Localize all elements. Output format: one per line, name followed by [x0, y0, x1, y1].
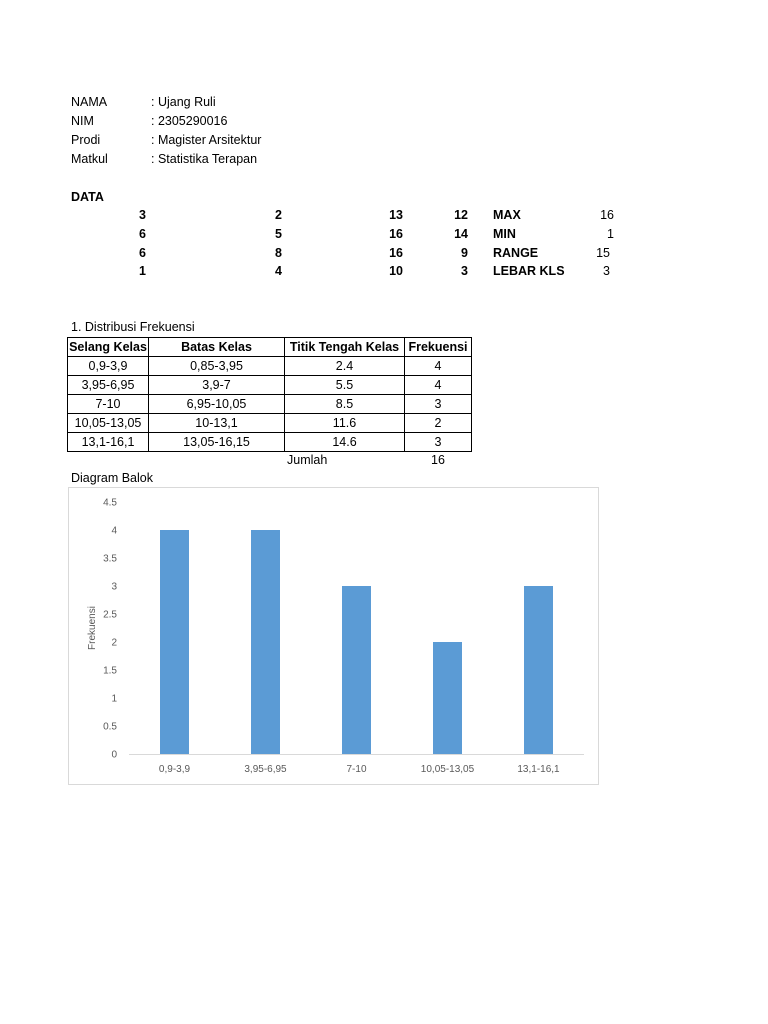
table-header-row: [68, 338, 472, 357]
table-cell: 14.6: [285, 433, 405, 452]
y-tick-label: 1: [111, 693, 117, 705]
column-header: Selang Kelas: [68, 338, 149, 357]
value-nama: : Ujang Ruli: [151, 95, 216, 109]
x-tick-label: 3,95-6,95: [244, 764, 287, 775]
stat-label-max: MAX: [493, 208, 521, 222]
table-cell: 2.4: [285, 357, 405, 376]
label-matkul: Matkul: [71, 152, 108, 166]
table-cell: 10,05-13,05: [68, 414, 149, 433]
data-cell: 6: [139, 246, 146, 260]
table-cell: 13,1-16,1: [68, 433, 149, 452]
data-cell: 12: [454, 208, 468, 222]
stat-value-min: 1: [607, 227, 614, 241]
total-value: 16: [431, 453, 445, 467]
data-cell: 9: [461, 246, 468, 260]
data-cell: 8: [275, 246, 282, 260]
y-axis-label: Frekuensi: [87, 606, 98, 650]
bar: [433, 642, 462, 754]
data-cell: 3: [139, 208, 146, 222]
y-tick-label: 3: [111, 581, 117, 593]
table-cell: 3,95-6,95: [68, 376, 149, 395]
table-cell: 11.6: [285, 414, 405, 433]
column-header: Batas Kelas: [149, 338, 285, 357]
data-cell: 3: [461, 264, 468, 278]
data-cell: 10: [389, 264, 403, 278]
x-tick-label: 10,05-13,05: [420, 764, 475, 775]
stat-value-lebar-kls: 3: [603, 264, 610, 278]
column-header: Frekuensi: [405, 338, 472, 357]
x-tick-label: 13,1-16,1: [517, 764, 560, 775]
table-row: [68, 376, 472, 395]
bar: [251, 530, 280, 754]
distribution-title: 1. Distribusi Frekuensi: [71, 320, 195, 334]
column-header: Titik Tengah Kelas: [285, 338, 405, 357]
label-nama: NAMA: [71, 95, 108, 109]
data-cell: 16: [389, 227, 403, 241]
y-tick-label: 0.5: [103, 721, 117, 733]
y-tick-label: 2: [111, 637, 117, 649]
bar: [160, 530, 189, 754]
chart-title: Diagram Balok: [71, 471, 153, 485]
table-row: [68, 357, 472, 376]
y-tick-label: 2.5: [103, 609, 117, 621]
chart-svg: [69, 488, 598, 784]
table-cell: 5.5: [285, 376, 405, 395]
data-cell: 4: [275, 264, 282, 278]
y-tick-label: 1.5: [103, 665, 117, 677]
table-cell: 4: [405, 357, 472, 376]
table-row: [68, 395, 472, 414]
data-cell: 2: [275, 208, 282, 222]
label-nim: NIM: [71, 114, 94, 128]
y-tick-label: 3.5: [103, 553, 117, 565]
total-label: Jumlah: [287, 453, 328, 467]
table-cell: 13,05-16,15: [149, 433, 285, 452]
table-row: [68, 414, 472, 433]
x-tick-label: 0,9-3,9: [158, 764, 191, 775]
data-title: DATA: [71, 190, 104, 204]
table-cell: 7-10: [68, 395, 149, 414]
value-nim: : 2305290016: [151, 114, 228, 128]
table-cell: 10-13,1: [149, 414, 285, 433]
x-tick-label: 7-10: [346, 764, 367, 775]
stat-value-max: 16: [600, 208, 614, 222]
data-cell: 5: [275, 227, 282, 241]
frequency-table: [67, 337, 472, 452]
bar: [342, 586, 371, 754]
data-cell: 6: [139, 227, 146, 241]
bar-chart: [68, 487, 599, 785]
data-cell: 1: [139, 264, 146, 278]
y-tick-label: 4.5: [103, 497, 117, 509]
stat-label-min: MIN: [493, 227, 516, 241]
table-cell: 8.5: [285, 395, 405, 414]
label-prodi: Prodi: [71, 133, 101, 147]
bar: [524, 586, 553, 754]
data-cell: 13: [389, 208, 403, 222]
stat-value-range: 15: [596, 246, 610, 260]
data-cell: 14: [454, 227, 468, 241]
table-row: [68, 433, 472, 452]
table-cell: 3: [405, 395, 472, 414]
value-prodi: : Magister Arsitektur: [151, 133, 262, 147]
table-cell: 6,95-10,05: [149, 395, 285, 414]
table-cell: 2: [405, 414, 472, 433]
stat-label-range: RANGE: [493, 246, 539, 260]
stat-label-lebar-kls: LEBAR KLS: [493, 264, 565, 278]
y-tick-label: 0: [111, 749, 117, 761]
table-cell: 0,9-3,9: [68, 357, 149, 376]
y-tick-label: 4: [111, 525, 117, 537]
value-matkul: : Statistika Terapan: [151, 152, 258, 166]
table-cell: 4: [405, 376, 472, 395]
table-cell: 0,85-3,95: [149, 357, 285, 376]
data-cell: 16: [389, 246, 403, 260]
table-cell: 3,9-7: [149, 376, 285, 395]
table-cell: 3: [405, 433, 472, 452]
